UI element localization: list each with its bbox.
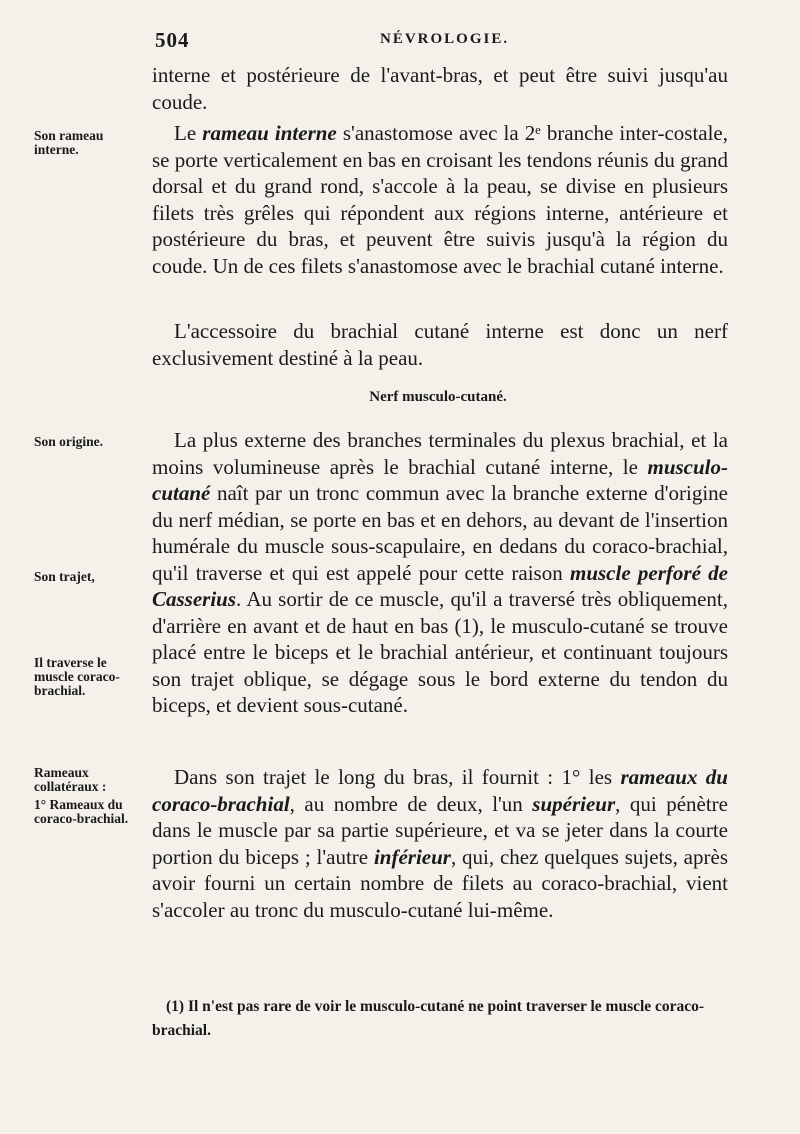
text-run: Dans son trajet le long du bras, il fournit : 1° les: [174, 765, 621, 789]
margin-note-rameaux-coraco: 1° Rameaux du coraco-brachial.: [34, 797, 129, 826]
paragraph-continuation: interne et postérieure de l'avant-bras, et peut être suivi jusqu'au coude.: [152, 63, 728, 114]
term-rameaux-coraco: rameaux du coraco-brachial: [152, 765, 728, 816]
margin-note-rameaux-collateraux: Rameaux collatéraux :: [34, 765, 107, 794]
page-number: 504: [155, 28, 190, 52]
text-run: naît par un tronc commun avec la branche externe d'origine du nerf médian, se porte en bas et en dehors, au devant de l'insertion humérale du muscle sous-scapulaire, en dedans du coraco-brachial, qu'il traverse et qui est appelé pour cette raison: [152, 481, 728, 585]
paragraph-trajet-bras: [152, 764, 728, 923]
paragraph-rameau-interne: [152, 120, 728, 279]
text-run: Le: [174, 121, 203, 145]
section-heading: Nerf musculo-cutané.: [369, 389, 507, 405]
margin-note-son-trajet: Son trajet,: [34, 569, 95, 584]
margin-note-son-rameau-interne: Son rameau interne.: [34, 128, 104, 157]
paragraph-musculo-cutane: [152, 427, 728, 719]
text-run: s'anastomose avec la 2ᵉ branche inter-costale, se porte verticalement en bas en croisant les tendons réunis du grand dorsal et du grand rond, s'accole à la peau, se divise en plusieurs filets très grêles qui répondent aux régions interne, antérieure et postérieure du bras, et peuvent être suivis jusqu'à la région du coude. Un de ces filets s'anastomose avec le brachial cutané interne.: [152, 121, 729, 278]
margin-note-son-origine: Son origine.: [34, 434, 104, 449]
term-rameau-interne: rameau interne: [202, 121, 337, 145]
footnote: (1) Il n'est pas rare de voir le musculo-cutané ne point traverser le muscle coraco-brachial.: [152, 998, 705, 1039]
margin-note-il-traverse: Il traverse le muscle coraco-brachial.: [34, 655, 120, 698]
text-run: , au nombre de deux, l'un: [289, 791, 533, 816]
term-musculo-cutane: musculo-cutané: [152, 454, 728, 505]
term-superieur: supérieur: [532, 791, 616, 816]
text-run: , qui pénètre dans le muscle par sa partie supérieure, et va se jeter dans la courte portion du biceps ; l'autre: [152, 791, 728, 869]
text-run: . Au sortir de ce muscle, qu'il a traversé très obliquement, d'arrière en avant et de haut en bas (1), le musculo-cutané se trouve placé entre le biceps et le brachial antérieur, et continuant toujours son trajet oblique, se dégage sous le bord externe du tendon du biceps, et devient sous-cutané.: [152, 587, 728, 717]
paragraph-accessoire: L'accessoire du brachial cutané interne est donc un nerf exclusivement destiné à la peau.: [152, 319, 728, 370]
running-title: NÉVROLOGIE.: [380, 31, 510, 47]
term-inferieur: inférieur: [373, 844, 451, 869]
term-muscle-perfore: muscle perforé de Casserius: [152, 560, 729, 611]
text-run: La plus externe des branches terminales du plexus brachial, et la moins volumineuse après le brachial cutané interne, le: [152, 428, 728, 479]
text-run: , qui, chez quelques sujets, après avoir fourni un certain nombre de filets au coraco-brachial, vient s'accoler au tronc du musculo-cutané lui-même.: [152, 844, 728, 922]
